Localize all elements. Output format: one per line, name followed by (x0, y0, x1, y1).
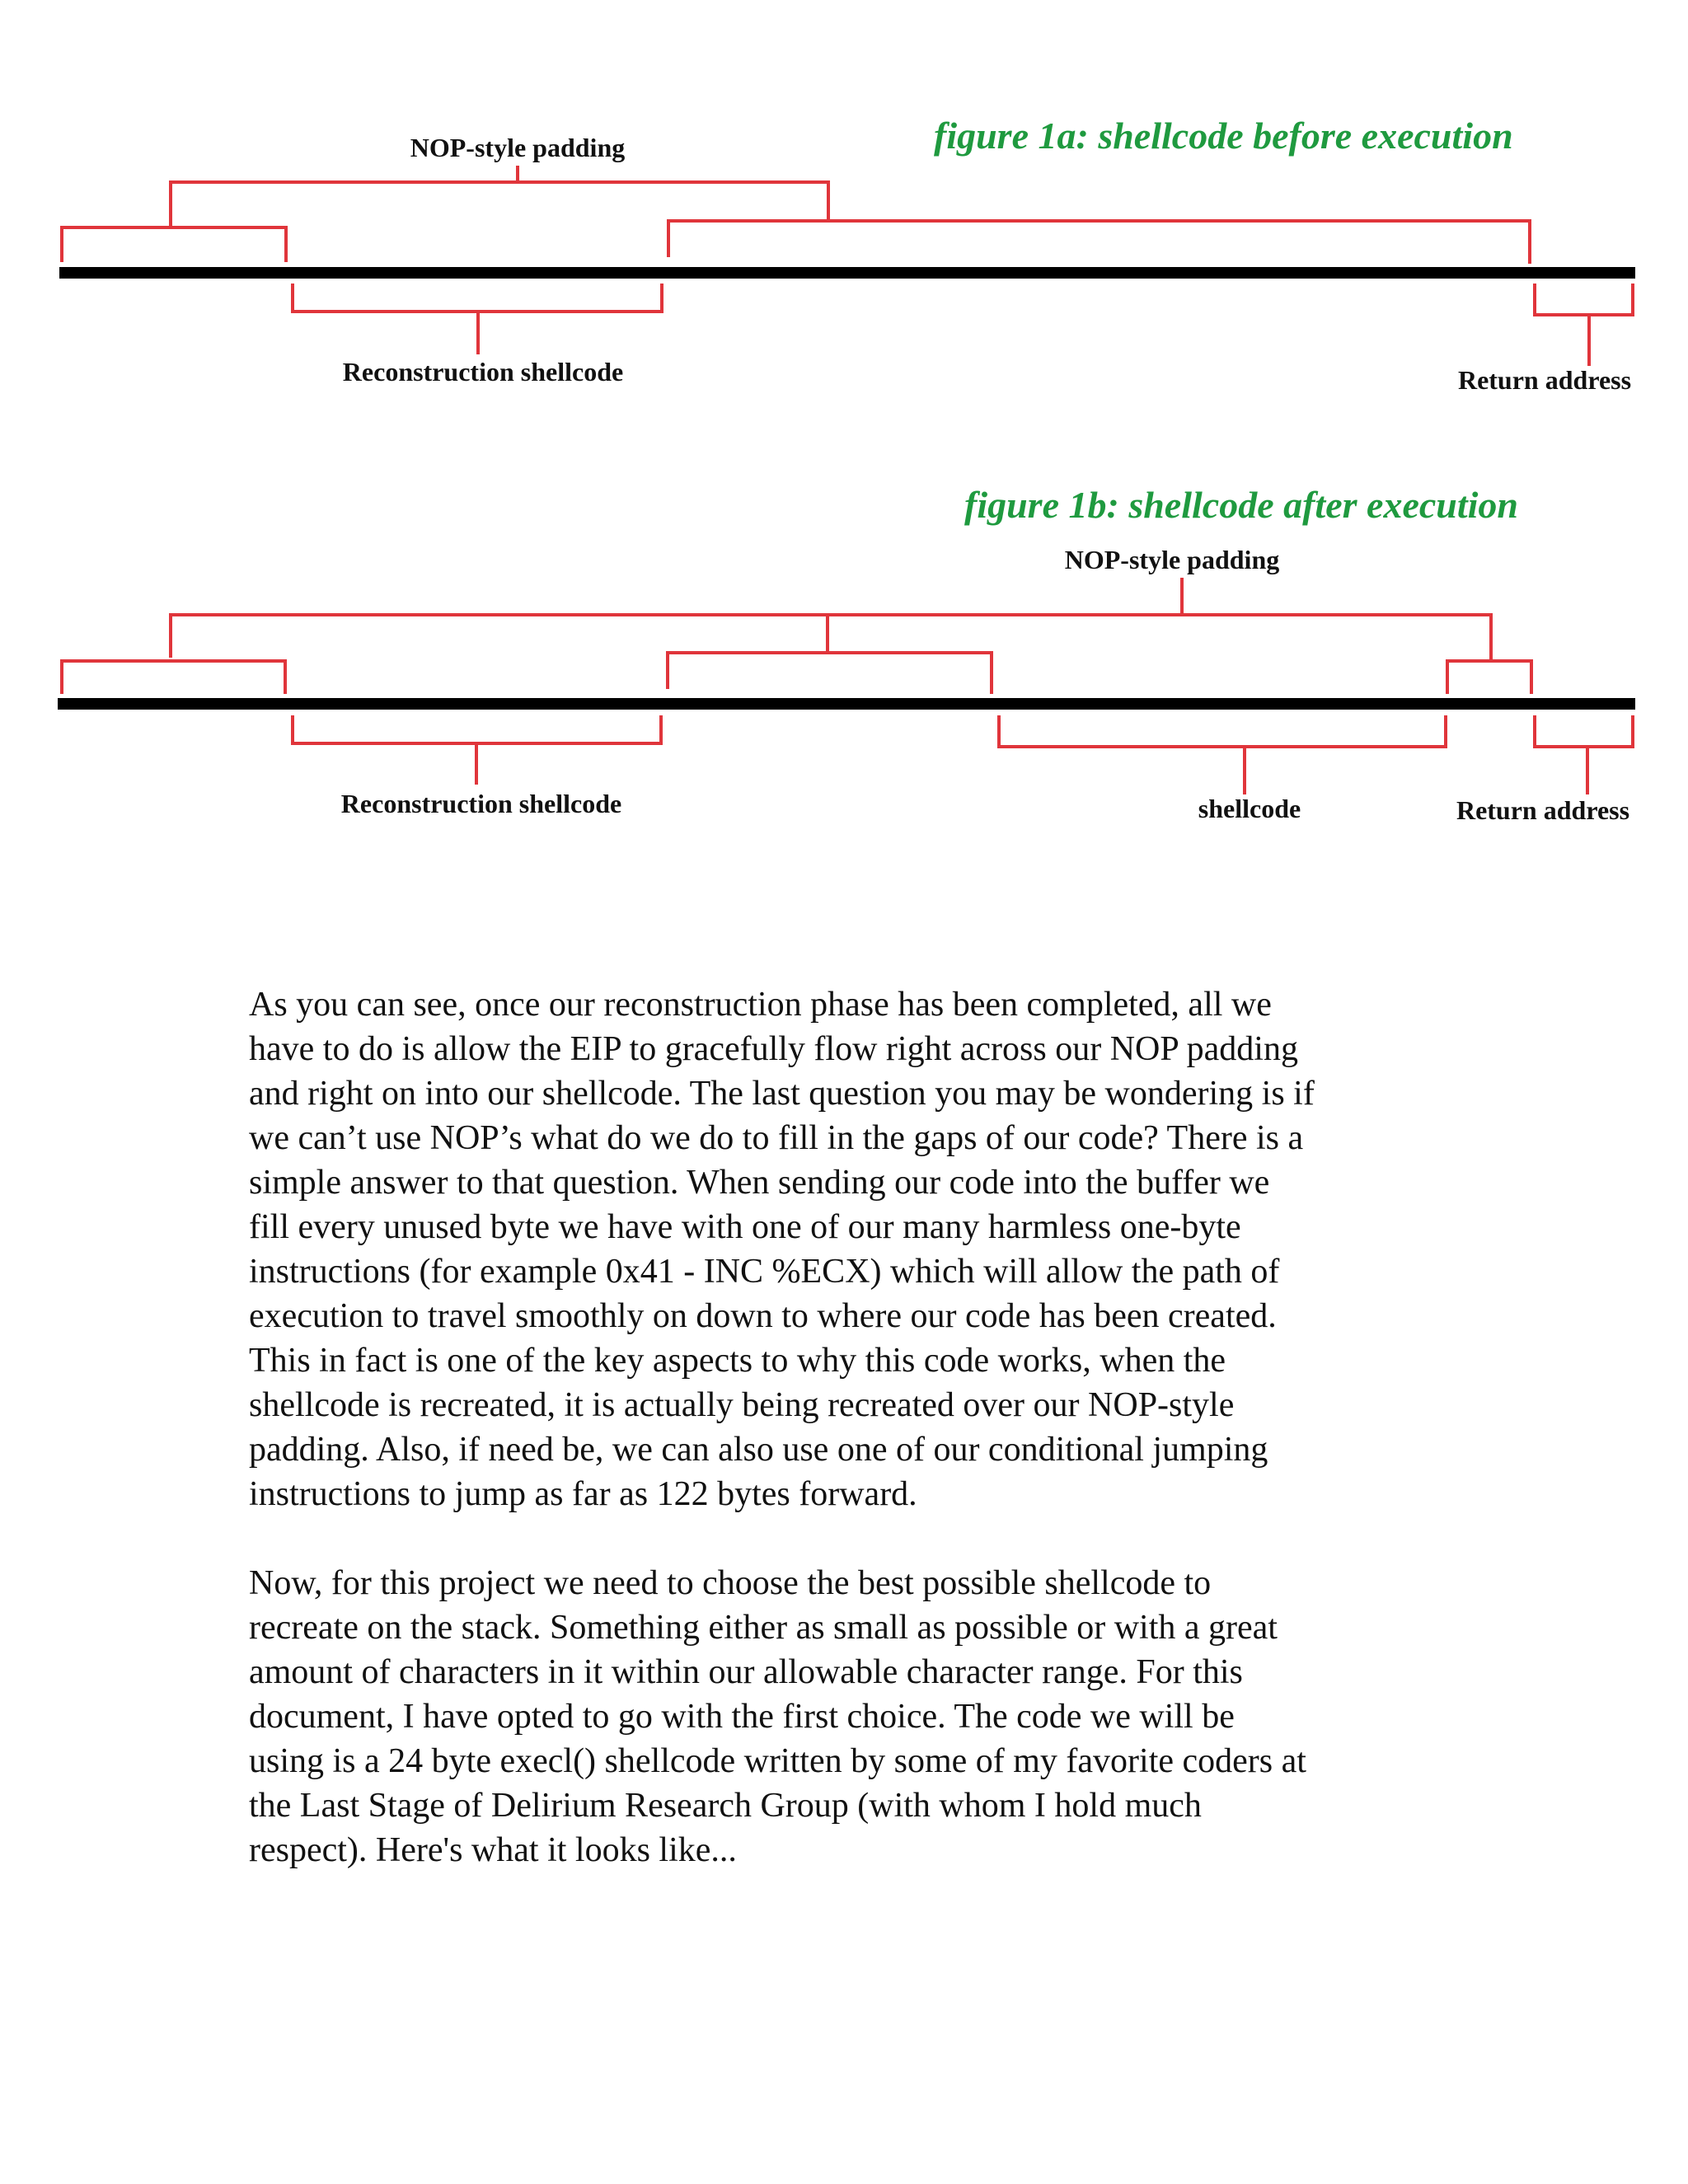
figure-1b-shellcode-bracket (999, 717, 1446, 793)
figure-1a-nop-bracket-top (171, 167, 828, 224)
figure-1b-title: figure 1b: shellcode after execution (964, 484, 1519, 526)
figure-1a-nop-label: NOP-style padding (410, 133, 626, 162)
figure-1b-nop-segment-2 (668, 653, 992, 692)
figure-1a-reconstruction-label: Reconstruction shellcode (342, 357, 624, 387)
figure-1b-reconstruction-bracket (293, 717, 661, 783)
figure-1a-nop-segment-1 (62, 227, 286, 260)
figure-1a (59, 115, 1635, 395)
figure-1b (58, 484, 1635, 825)
paragraph-explanation: As you can see, once our reconstruction phase has been completed, all we have to do is allow the EIP to gracefully flow right across our NOP padding and right on into our shellcode. The last question you may be wondering is if we can’t use NOP’s what do we do to fill in the gaps of our code? There is a simple answer to that question. When sending our code into the buffer we fill every unused byte we have with one of our many harmless one-byte instructions (for example 0x41 - INC %ECX) which will allow the path of execution to travel smoothly on down to where our code has been created. This in fact is one of the key aspects to why this code works, when the shellcode is recreated, it is actually being recreated over our NOP-style padding. Also, if need be, we can also use one of our conditional jumping instructions to jump as far as 122 bytes forward. (249, 986, 1315, 1513)
figure-1b-shellcode-label: shellcode (1198, 794, 1301, 823)
figure-1a-title: figure 1a: shellcode before execution (934, 115, 1513, 157)
figure-1b-reconstruction-label: Reconstruction shellcode (340, 789, 622, 818)
paragraph-shellcode-choice: Now, for this project we need to choose the best possible shellcode to recreate on the stack. Something either as small as possible or with a great amount of characters in it within our allowable character range. For this document, I have opted to go with the first choice. The code we will be using is a 24 byte execl() shellcode written by some of my favorite coders at the Last Stage of Delirium Research Group (with whom I hold much respect). Here's what it looks like... (249, 1564, 1306, 1869)
figure-1b-return-bracket (1535, 717, 1633, 793)
figure-1b-nop-label: NOP-style padding (1064, 545, 1280, 574)
figure-1a-nop-segment-2 (668, 221, 1530, 262)
figure-1a-reconstruction-bracket (293, 285, 662, 353)
figure-1b-nop-segment-1 (62, 661, 285, 692)
figure-1a-return-bracket (1535, 285, 1633, 364)
figure-1b-nop-bracket-top (171, 579, 1491, 658)
figure-1b-return-label: Return address (1456, 795, 1630, 825)
body-text (249, 982, 1485, 1917)
shellcode-diagram (0, 0, 1688, 890)
figure-1b-nop-segment-3 (1447, 661, 1531, 692)
figure-1a-return-label: Return address (1457, 365, 1632, 395)
